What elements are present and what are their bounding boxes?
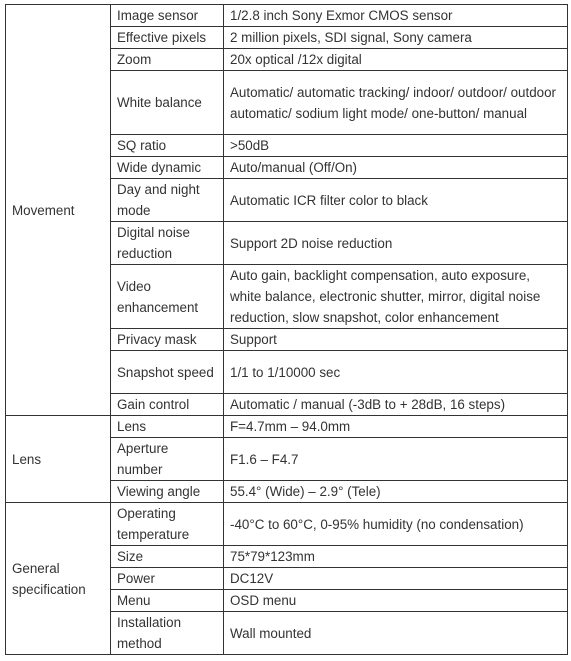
spec-value: Auto gain, backlight compensation, auto exposure, white balance, electronic shutter, mirror, digital noise reduction, slow snapshot, color enhancement	[224, 265, 568, 329]
spec-row	[6, 5, 568, 27]
spec-value: >50dB	[224, 135, 568, 157]
spec-name: Video enhancement	[111, 265, 224, 329]
spec-value: 2 million pixels, SDI signal, Sony camera	[224, 27, 568, 49]
spec-value: 75*79*123mm	[224, 546, 568, 568]
spec-table	[5, 4, 568, 655]
spec-name: Snapshot speed	[111, 351, 224, 394]
spec-name: Day and night mode	[111, 179, 224, 222]
spec-value: Support	[224, 329, 568, 351]
spec-value: DC12V	[224, 568, 568, 590]
group-label: General specification	[6, 503, 111, 655]
spec-name: Zoom	[111, 49, 224, 71]
spec-value: 1/1 to 1/10000 sec	[224, 351, 568, 394]
spec-value: OSD menu	[224, 590, 568, 612]
spec-value: Automatic / manual (-3dB to + 28dB, 16 steps)	[224, 394, 568, 416]
group-label: Lens	[6, 416, 111, 503]
spec-name: Installation method	[111, 612, 224, 655]
spec-name: Menu	[111, 590, 224, 612]
spec-row	[6, 416, 568, 438]
spec-name: Effective pixels	[111, 27, 224, 49]
spec-name: Privacy mask	[111, 329, 224, 351]
spec-name: White balance	[111, 71, 224, 135]
spec-value: Support 2D noise reduction	[224, 222, 568, 265]
spec-value: Wall mounted	[224, 612, 568, 655]
spec-name: Image sensor	[111, 5, 224, 27]
spec-row	[6, 503, 568, 546]
spec-name: Digital noise reduction	[111, 222, 224, 265]
spec-name: Wide dynamic	[111, 157, 224, 179]
spec-name: Operating temperature	[111, 503, 224, 546]
spec-value: 20x optical /12x digital	[224, 49, 568, 71]
spec-name: Gain control	[111, 394, 224, 416]
spec-name: Viewing angle	[111, 481, 224, 503]
spec-name: Power	[111, 568, 224, 590]
spec-value: 1/2.8 inch Sony Exmor CMOS sensor	[224, 5, 568, 27]
spec-name: SQ ratio	[111, 135, 224, 157]
spec-name: Lens	[111, 416, 224, 438]
spec-value: Auto/manual (Off/On)	[224, 157, 568, 179]
spec-name: Aperture number	[111, 438, 224, 481]
spec-value: Automatic/ automatic tracking/ indoor/ outdoor/ outdoor automatic/ sodium light mode/ one-button/ manual	[224, 71, 568, 135]
spec-value: F1.6 – F4.7	[224, 438, 568, 481]
spec-table-body	[6, 5, 568, 655]
spec-value: F=4.7mm – 94.0mm	[224, 416, 568, 438]
spec-value: Automatic ICR filter color to black	[224, 179, 568, 222]
spec-value: 55.4° (Wide) – 2.9° (Tele)	[224, 481, 568, 503]
group-label: Movement	[6, 5, 111, 416]
spec-name: Size	[111, 546, 224, 568]
spec-value: -40°C to 60°C, 0-95% humidity (no condensation)	[224, 503, 568, 546]
